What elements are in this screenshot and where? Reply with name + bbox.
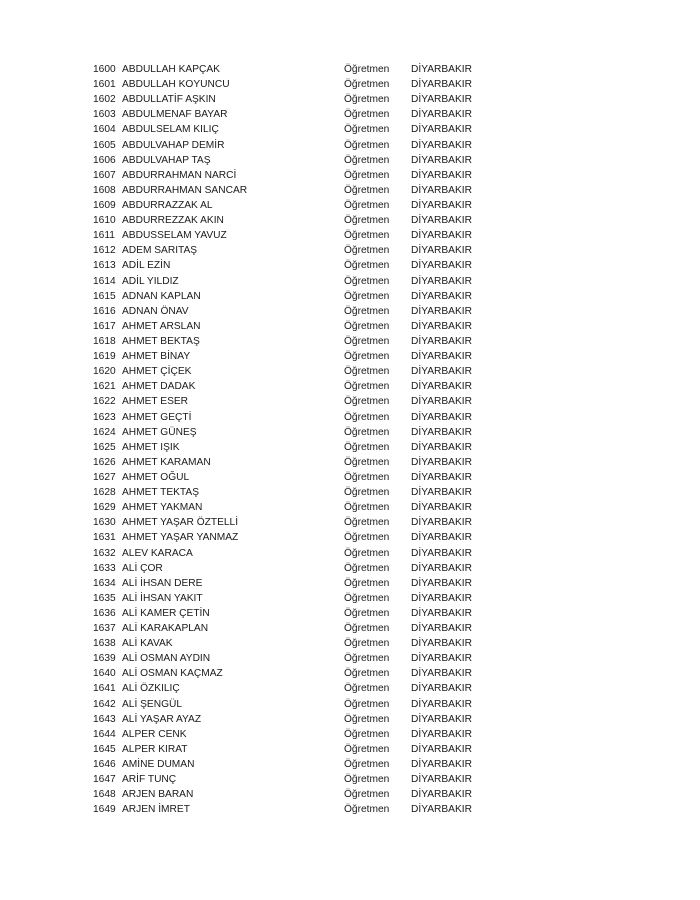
city-name: DİYARBAKIR [411, 275, 472, 287]
person-name: ABDUSSELAM YAVUZ [122, 230, 227, 242]
job-title: Öğretmen [344, 623, 390, 635]
city-name: DİYARBAKIR [411, 381, 472, 393]
list-row [0, 213, 700, 228]
job-title: Öğretmen [344, 396, 390, 408]
person-name: AHMET ESER [122, 396, 189, 408]
city-name: DİYARBAKIR [411, 305, 472, 317]
list-row [0, 243, 700, 258]
city-name: DİYARBAKIR [411, 592, 472, 604]
row-number: 1630 [93, 517, 116, 529]
job-title: Öğretmen [344, 713, 390, 725]
row-number: 1643 [93, 713, 116, 725]
city-name: DİYARBAKIR [411, 426, 472, 438]
list-row [0, 394, 700, 409]
job-title: Öğretmen [344, 487, 390, 499]
person-name: AHMET OĞUL [122, 471, 190, 483]
city-name: DİYARBAKIR [411, 789, 472, 801]
person-name: ADNAN KAPLAN [122, 290, 201, 302]
list-row [0, 697, 700, 712]
job-title: Öğretmen [344, 199, 390, 211]
row-number: 1609 [93, 199, 116, 211]
person-name: ADEM SARITAŞ [122, 245, 198, 257]
city-name: DİYARBAKIR [411, 502, 472, 514]
list-row [0, 636, 700, 651]
job-title: Öğretmen [344, 260, 390, 272]
city-name: DİYARBAKIR [411, 728, 472, 740]
list-row [0, 606, 700, 621]
city-name: DİYARBAKIR [411, 396, 472, 408]
list-row [0, 425, 700, 440]
job-title: Öğretmen [344, 335, 390, 347]
city-name: DİYARBAKIR [411, 743, 472, 755]
person-name: AHMET GEÇTİ [122, 411, 192, 423]
list-row [0, 138, 700, 153]
row-number: 1625 [93, 441, 116, 453]
row-number: 1633 [93, 562, 116, 574]
job-title: Öğretmen [344, 532, 390, 544]
city-name: DİYARBAKIR [411, 713, 472, 725]
city-name: DİYARBAKIR [411, 230, 472, 242]
row-number: 1629 [93, 502, 116, 514]
list-row [0, 92, 700, 107]
list-row [0, 455, 700, 470]
list-row [0, 621, 700, 636]
job-title: Öğretmen [344, 517, 390, 529]
list-row [0, 591, 700, 606]
job-title: Öğretmen [344, 94, 390, 106]
row-number: 1603 [93, 109, 116, 121]
city-name: DİYARBAKIR [411, 109, 472, 121]
job-title: Öğretmen [344, 562, 390, 574]
city-name: DİYARBAKIR [411, 623, 472, 635]
row-number: 1647 [93, 774, 116, 786]
list-row [0, 107, 700, 122]
list-row [0, 274, 700, 289]
job-title: Öğretmen [344, 698, 390, 710]
row-number: 1642 [93, 698, 116, 710]
job-title: Öğretmen [344, 456, 390, 468]
person-name: ABDURRAHMAN NARCİ [122, 169, 237, 181]
row-number: 1632 [93, 547, 116, 559]
person-name: ABDULLATİF AŞKIN [122, 94, 216, 106]
job-title: Öğretmen [344, 592, 390, 604]
person-name: AHMET BİNAY [122, 351, 191, 363]
person-name: ARJEN BARAN [122, 789, 194, 801]
row-number: 1615 [93, 290, 116, 302]
job-title: Öğretmen [344, 653, 390, 665]
city-name: DİYARBAKIR [411, 638, 472, 650]
city-name: DİYARBAKIR [411, 532, 472, 544]
list-row [0, 62, 700, 77]
list-row [0, 228, 700, 243]
list-row [0, 666, 700, 681]
list-row [0, 470, 700, 485]
row-number: 1640 [93, 668, 116, 680]
row-number: 1605 [93, 139, 116, 151]
row-number: 1624 [93, 426, 116, 438]
list-row [0, 500, 700, 515]
row-number: 1628 [93, 487, 116, 499]
list-row [0, 410, 700, 425]
job-title: Öğretmen [344, 577, 390, 589]
person-name: ABDURRAHMAN SANCAR [122, 184, 248, 196]
job-title: Öğretmen [344, 638, 390, 650]
job-title: Öğretmen [344, 683, 390, 695]
person-name: ALİ KARAKAPLAN [122, 623, 209, 635]
list-row [0, 183, 700, 198]
person-name: ARİF TUNÇ [122, 774, 177, 786]
row-number: 1648 [93, 789, 116, 801]
city-name: DİYARBAKIR [411, 653, 472, 665]
city-name: DİYARBAKIR [411, 290, 472, 302]
row-number: 1641 [93, 683, 116, 695]
list-row [0, 77, 700, 92]
city-name: DİYARBAKIR [411, 139, 472, 151]
row-number: 1631 [93, 532, 116, 544]
job-title: Öğretmen [344, 139, 390, 151]
row-number: 1621 [93, 381, 116, 393]
job-title: Öğretmen [344, 215, 390, 227]
list-row [0, 757, 700, 772]
list-row [0, 198, 700, 213]
list-row [0, 258, 700, 273]
list-row [0, 122, 700, 137]
row-number: 1637 [93, 623, 116, 635]
job-title: Öğretmen [344, 759, 390, 771]
row-number: 1639 [93, 653, 116, 665]
list-row [0, 364, 700, 379]
list-row [0, 153, 700, 168]
job-title: Öğretmen [344, 109, 390, 121]
city-name: DİYARBAKIR [411, 759, 472, 771]
job-title: Öğretmen [344, 381, 390, 393]
row-number: 1617 [93, 320, 116, 332]
person-name: ADİL EZİN [122, 260, 171, 272]
row-number: 1607 [93, 169, 116, 181]
list-row [0, 546, 700, 561]
list-row [0, 304, 700, 319]
row-number: 1646 [93, 759, 116, 771]
person-name: AHMET BEKTAŞ [122, 335, 200, 347]
person-name: AHMET DADAK [122, 381, 196, 393]
row-number: 1606 [93, 154, 116, 166]
job-title: Öğretmen [344, 774, 390, 786]
list-row [0, 561, 700, 576]
city-name: DİYARBAKIR [411, 184, 472, 196]
job-title: Öğretmen [344, 320, 390, 332]
person-name: AMİNE DUMAN [122, 759, 195, 771]
job-title: Öğretmen [344, 728, 390, 740]
list-row [0, 334, 700, 349]
city-name: DİYARBAKIR [411, 260, 472, 272]
person-name: ALİ YAŞAR AYAZ [122, 713, 202, 725]
city-name: DİYARBAKIR [411, 456, 472, 468]
row-number: 1619 [93, 351, 116, 363]
person-name: ABDULMENAF BAYAR [122, 109, 228, 121]
job-title: Öğretmen [344, 411, 390, 423]
list-row [0, 802, 700, 817]
person-name: ABDULVAHAP TAŞ [122, 154, 211, 166]
list-row [0, 772, 700, 787]
staff-list [0, 62, 700, 817]
list-row [0, 787, 700, 802]
person-name: ADNAN ÖNAV [122, 305, 189, 317]
person-name: ABDULLAH KOYUNCU [122, 79, 230, 91]
person-name: ALİ ÇOR [122, 562, 163, 574]
person-name: AHMET TEKTAŞ [122, 487, 199, 499]
city-name: DİYARBAKIR [411, 64, 472, 75]
city-name: DİYARBAKIR [411, 335, 472, 347]
row-number: 1618 [93, 335, 116, 347]
row-number: 1638 [93, 638, 116, 650]
list-row [0, 485, 700, 500]
city-name: DİYARBAKIR [411, 245, 472, 257]
person-name: ALPER CENK [122, 728, 187, 740]
row-number: 1626 [93, 456, 116, 468]
city-name: DİYARBAKIR [411, 547, 472, 559]
person-name: ADİL YILDIZ [122, 275, 179, 287]
city-name: DİYARBAKIR [411, 124, 472, 136]
job-title: Öğretmen [344, 305, 390, 317]
job-title: Öğretmen [344, 290, 390, 302]
job-title: Öğretmen [344, 502, 390, 514]
city-name: DİYARBAKIR [411, 94, 472, 106]
person-name: ABDULLAH KAPÇAK [122, 64, 220, 75]
list-row [0, 712, 700, 727]
city-name: DİYARBAKIR [411, 154, 472, 166]
city-name: DİYARBAKIR [411, 320, 472, 332]
job-title: Öğretmen [344, 351, 390, 363]
list-row [0, 681, 700, 696]
person-name: ALİ ŞENGÜL [122, 698, 183, 710]
job-title: Öğretmen [344, 154, 390, 166]
list-row [0, 576, 700, 591]
row-number: 1636 [93, 607, 116, 619]
person-name: AHMET KARAMAN [122, 456, 211, 468]
job-title: Öğretmen [344, 366, 390, 378]
city-name: DİYARBAKIR [411, 562, 472, 574]
city-name: DİYARBAKIR [411, 517, 472, 529]
city-name: DİYARBAKIR [411, 199, 472, 211]
list-row [0, 742, 700, 757]
person-name: AHMET ARSLAN [122, 320, 201, 332]
row-number: 1610 [93, 215, 116, 227]
job-title: Öğretmen [344, 607, 390, 619]
person-name: ABDURRAZZAK AL [122, 199, 213, 211]
person-name: AHMET YAŞAR ÖZTELLİ [122, 517, 239, 529]
city-name: DİYARBAKIR [411, 698, 472, 710]
list-row [0, 515, 700, 530]
person-name: AHMET GÜNEŞ [122, 426, 197, 438]
person-name: AHMET YAŞAR YANMAZ [122, 532, 239, 544]
row-number: 1614 [93, 275, 116, 287]
city-name: DİYARBAKIR [411, 487, 472, 499]
city-name: DİYARBAKIR [411, 215, 472, 227]
job-title: Öğretmen [344, 275, 390, 287]
person-name: ABDULSELAM KILIÇ [122, 124, 219, 136]
job-title: Öğretmen [344, 426, 390, 438]
job-title: Öğretmen [344, 245, 390, 257]
row-number: 1620 [93, 366, 116, 378]
job-title: Öğretmen [344, 804, 390, 816]
list-row [0, 530, 700, 545]
job-title: Öğretmen [344, 743, 390, 755]
person-name: ALİ İHSAN DERE [122, 577, 203, 589]
person-name: AHMET YAKMAN [122, 502, 203, 514]
list-row [0, 289, 700, 304]
city-name: DİYARBAKIR [411, 79, 472, 91]
person-name: ALİ KAMER ÇETİN [122, 607, 210, 619]
city-name: DİYARBAKIR [411, 441, 472, 453]
row-number: 1623 [93, 411, 116, 423]
row-number: 1600 [93, 64, 116, 75]
city-name: DİYARBAKIR [411, 351, 472, 363]
city-name: DİYARBAKIR [411, 804, 472, 816]
row-number: 1612 [93, 245, 116, 257]
row-number: 1627 [93, 471, 116, 483]
job-title: Öğretmen [344, 230, 390, 242]
city-name: DİYARBAKIR [411, 668, 472, 680]
person-name: ARJEN İMRET [122, 804, 190, 816]
list-row [0, 440, 700, 455]
list-row [0, 651, 700, 666]
row-number: 1644 [93, 728, 116, 740]
person-name: ALEV KARACA [122, 547, 193, 559]
city-name: DİYARBAKIR [411, 683, 472, 695]
row-number: 1645 [93, 743, 116, 755]
row-number: 1634 [93, 577, 116, 589]
city-name: DİYARBAKIR [411, 577, 472, 589]
person-name: ABDULVAHAP DEMİR [122, 139, 225, 151]
job-title: Öğretmen [344, 547, 390, 559]
list-row [0, 379, 700, 394]
city-name: DİYARBAKIR [411, 411, 472, 423]
job-title: Öğretmen [344, 169, 390, 181]
row-number: 1604 [93, 124, 116, 136]
person-name: AHMET IŞIK [122, 441, 180, 453]
person-name: ALPER KIRAT [122, 743, 188, 755]
row-number: 1616 [93, 305, 116, 317]
row-number: 1601 [93, 79, 116, 91]
list-row [0, 168, 700, 183]
row-number: 1613 [93, 260, 116, 272]
row-number: 1635 [93, 592, 116, 604]
row-number: 1611 [93, 230, 115, 242]
list-row [0, 319, 700, 334]
job-title: Öğretmen [344, 64, 390, 75]
person-name: AHMET ÇİÇEK [122, 366, 192, 378]
person-name: ALİ KAVAK [122, 638, 173, 650]
row-number: 1608 [93, 184, 116, 196]
list-row [0, 727, 700, 742]
city-name: DİYARBAKIR [411, 366, 472, 378]
city-name: DİYARBAKIR [411, 774, 472, 786]
row-number: 1622 [93, 396, 116, 408]
city-name: DİYARBAKIR [411, 471, 472, 483]
city-name: DİYARBAKIR [411, 607, 472, 619]
job-title: Öğretmen [344, 79, 390, 91]
person-name: ALİ İHSAN YAKIT [122, 592, 203, 604]
row-number: 1602 [93, 94, 116, 106]
job-title: Öğretmen [344, 471, 390, 483]
list-row [0, 349, 700, 364]
city-name: DİYARBAKIR [411, 169, 472, 181]
person-name: ABDURREZZAK AKIN [122, 215, 224, 227]
job-title: Öğretmen [344, 668, 390, 680]
job-title: Öğretmen [344, 124, 390, 136]
job-title: Öğretmen [344, 184, 390, 196]
row-number: 1649 [93, 804, 116, 816]
job-title: Öğretmen [344, 789, 390, 801]
person-name: ALİ OSMAN AYDIN [122, 653, 211, 665]
person-name: ALİ OSMAN KAÇMAZ [122, 668, 223, 680]
job-title: Öğretmen [344, 441, 390, 453]
person-name: ALİ ÖZKILIÇ [122, 683, 180, 695]
